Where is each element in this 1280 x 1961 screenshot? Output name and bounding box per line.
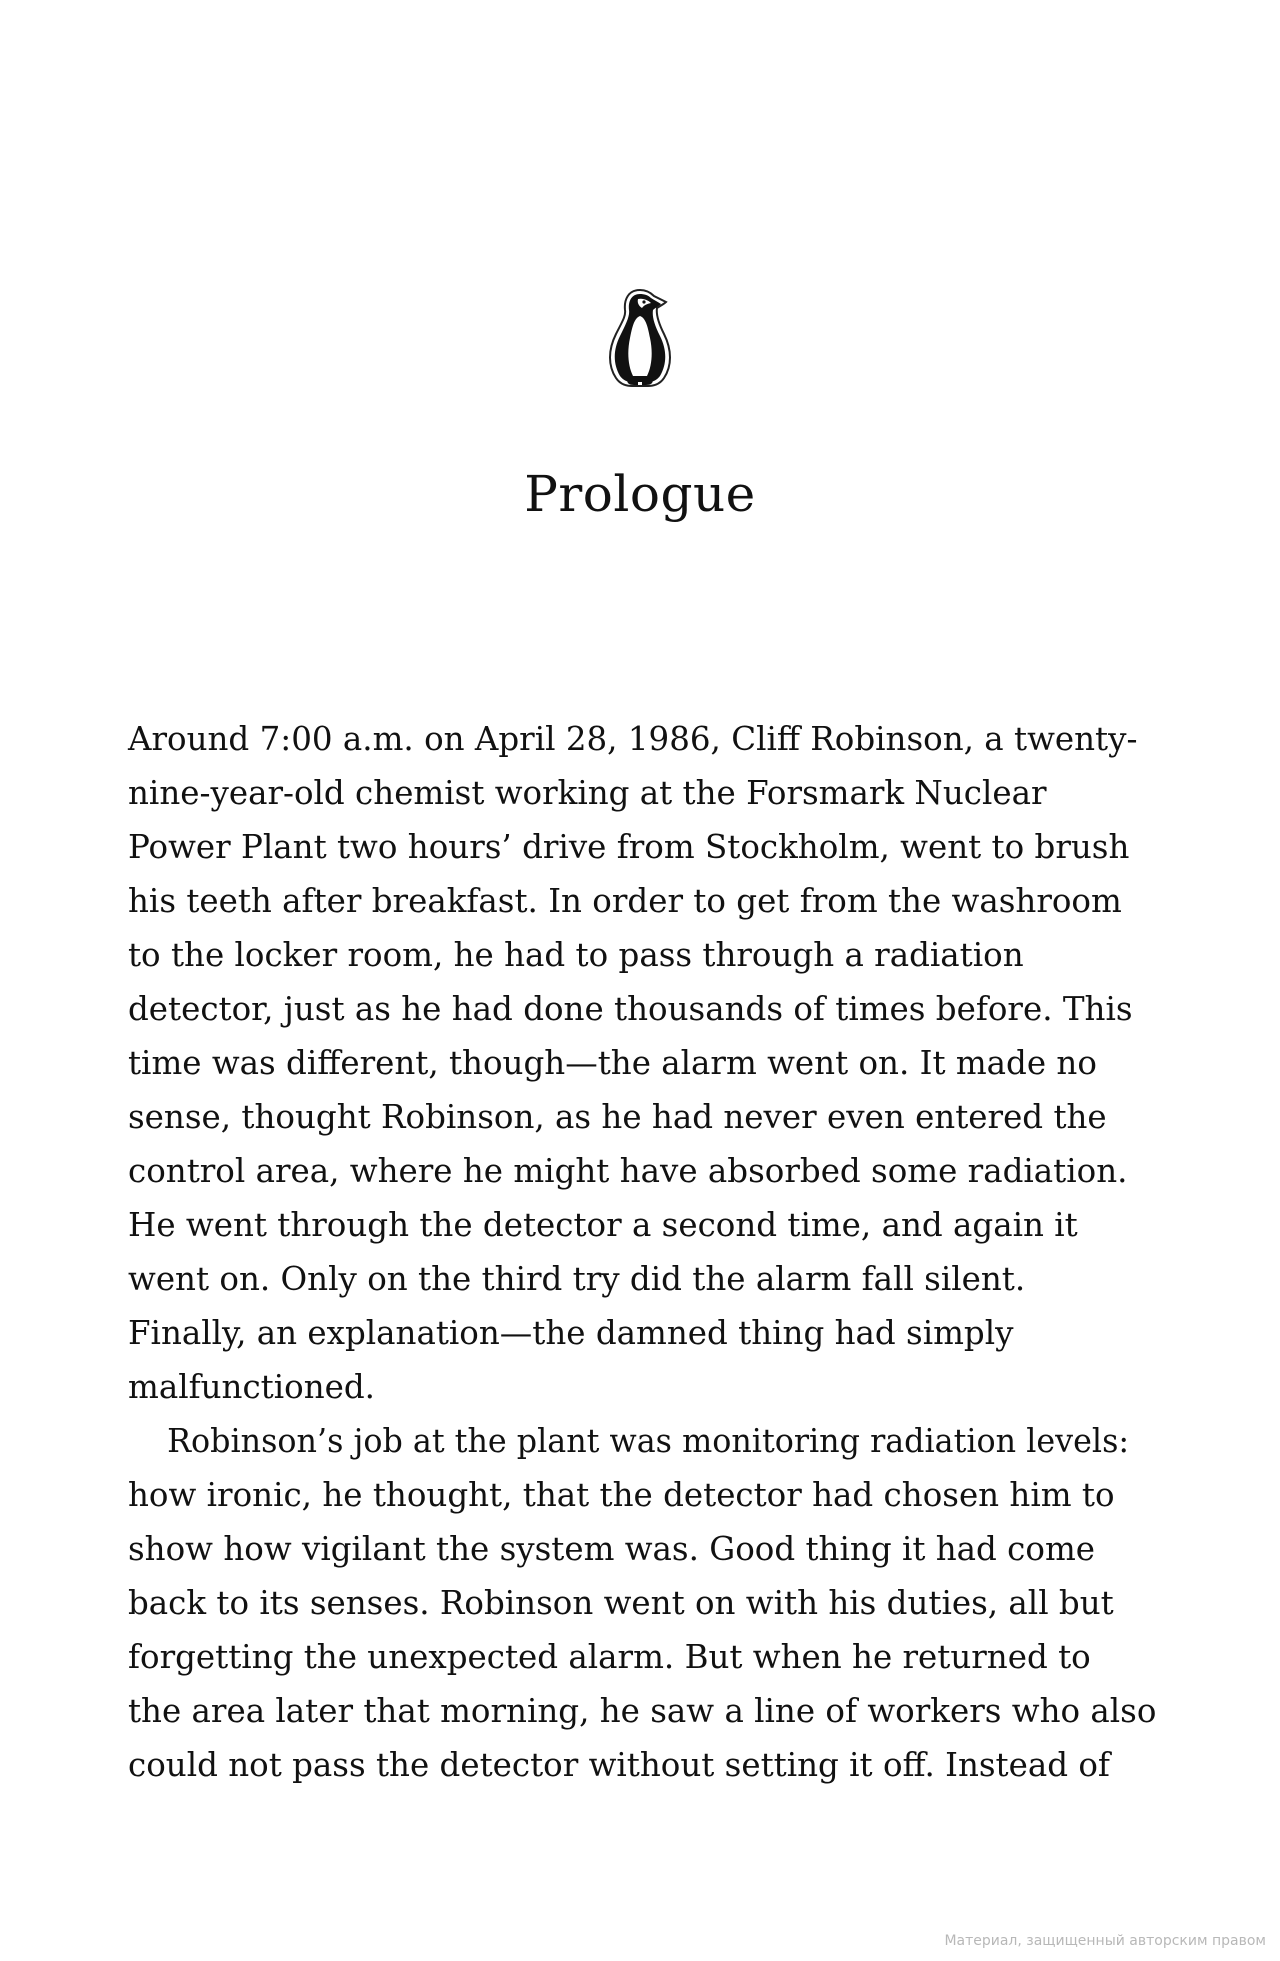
text-line: to the locker room, he had to pass through a radiation	[128, 936, 1024, 974]
body-text	[128, 712, 1168, 1792]
text-line: He went through the detector a second time, and again it	[128, 1206, 1078, 1244]
text-line: back to its senses. Robinson went on with his duties, all but	[128, 1584, 1114, 1622]
text-line: detector, just as he had done thousands of times before. This	[128, 990, 1133, 1028]
text-line: Finally, an explanation—the damned thing had simply	[128, 1314, 1014, 1352]
chapter-title: Prologue	[524, 465, 756, 523]
text-line: sense, thought Robinson, as he had never even entered the	[128, 1098, 1107, 1136]
text-line: control area, where he might have absorbed some radiation.	[128, 1152, 1128, 1190]
text-line: Power Plant two hours’ drive from Stockholm, went to brush	[128, 828, 1130, 866]
text-line: went on. Only on the third try did the alarm fall silent.	[128, 1260, 1026, 1298]
text-line: show how vigilant the system was. Good thing it had come	[128, 1530, 1096, 1568]
paragraph-1	[128, 712, 1168, 1414]
paragraph-2	[128, 1414, 1168, 1792]
publisher-logo	[602, 286, 678, 390]
text-line: nine-year-old chemist working at the Forsmark Nuclear	[128, 774, 1047, 812]
text-line: Around 7:00 a.m. on April 28, 1986, Cliff Robinson, a twenty-	[128, 720, 1138, 758]
text-line: malfunctioned.	[128, 1368, 376, 1406]
text-line: his teeth after breakfast. In order to get from the washroom	[128, 882, 1122, 920]
text-line: forgetting the unexpected alarm. But when he returned to	[128, 1638, 1091, 1676]
text-line: Robinson’s job at the plant was monitoring radiation levels:	[167, 1422, 1130, 1460]
penguin-icon	[602, 286, 678, 390]
text-line: the area later that morning, he saw a line of workers who also	[128, 1692, 1157, 1730]
copyright-watermark: Материал, защищенный авторским правом	[944, 1933, 1266, 1949]
text-line: time was different, though—the alarm went on. It made no	[128, 1044, 1097, 1082]
text-line: could not pass the detector without setting it off. Instead of	[128, 1746, 1110, 1784]
text-line: how ironic, he thought, that the detector had chosen him to	[128, 1476, 1115, 1514]
